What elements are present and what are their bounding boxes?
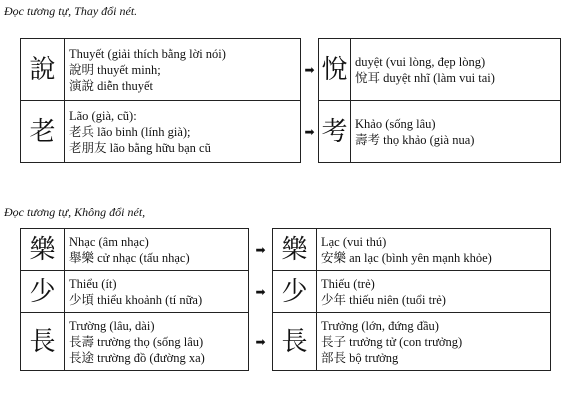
hanzi-cell: 長 [273, 313, 317, 371]
arrow-icon: ➡ [249, 313, 273, 371]
arrow-icon: ➡ [301, 101, 319, 163]
definition-cell: Nhạc (âm nhạc) 舉樂 cử nhạc (tấu nhạc) [65, 229, 249, 271]
definition-cell: Thiểu (ít) 少頃 thiểu khoảnh (tí nữa) [65, 271, 249, 313]
definition-cell: Trưởng (lớn, đứng đầu) 長子 trưởng tử (con trưởng) 部長 bộ trưởng [317, 313, 551, 371]
table-row [21, 229, 551, 271]
arrow-icon: ➡ [249, 271, 273, 313]
table-same-strokes [20, 228, 551, 371]
table-row [21, 39, 561, 101]
definition-cell: Thuyết (giải thích bằng lời nói) 說明 thuyết minh; 演說 diễn thuyết [65, 39, 301, 101]
table-row [21, 313, 551, 371]
section-heading-same-strokes: Đọc tương tự, Không đổi nét, [4, 205, 146, 219]
definition-cell: Lão (già, cũ): 老兵 lão binh (lính già); 老朋友 lão bằng hữu bạn cũ [65, 101, 301, 163]
definition-cell: Khảo (sống lâu) 壽考 thọ khảo (già nua) [351, 101, 561, 163]
arrow-icon: ➡ [249, 229, 273, 271]
hanzi-cell: 說 [21, 39, 65, 101]
hanzi-cell: 樂 [273, 229, 317, 271]
definition-cell: duyệt (vui lòng, đẹp lòng) 悅耳 duyệt nhĩ (làm vui tai) [351, 39, 561, 101]
section-heading-changed-strokes: Đọc tương tự, Thay đổi nét. [4, 4, 138, 18]
table-row [21, 101, 561, 163]
definition-cell: Trường (lâu, dài) 長壽 trường thọ (sống lâu) 長途 trường đồ (đường xa) [65, 313, 249, 371]
hanzi-cell: 少 [273, 271, 317, 313]
definition-cell: Thiếu (trẻ) 少年 thiếu niên (tuổi trẻ) [317, 271, 551, 313]
table-row [21, 271, 551, 313]
table-changed-strokes [20, 38, 561, 163]
hanzi-cell: 少 [21, 271, 65, 313]
definition-cell: Lạc (vui thú) 安樂 an lạc (bình yên mạnh khỏe) [317, 229, 551, 271]
hanzi-cell: 長 [21, 313, 65, 371]
hanzi-cell: 老 [21, 101, 65, 163]
arrow-icon: ➡ [301, 39, 319, 101]
hanzi-cell: 樂 [21, 229, 65, 271]
hanzi-cell: 考 [319, 101, 351, 163]
hanzi-cell: 悅 [319, 39, 351, 101]
